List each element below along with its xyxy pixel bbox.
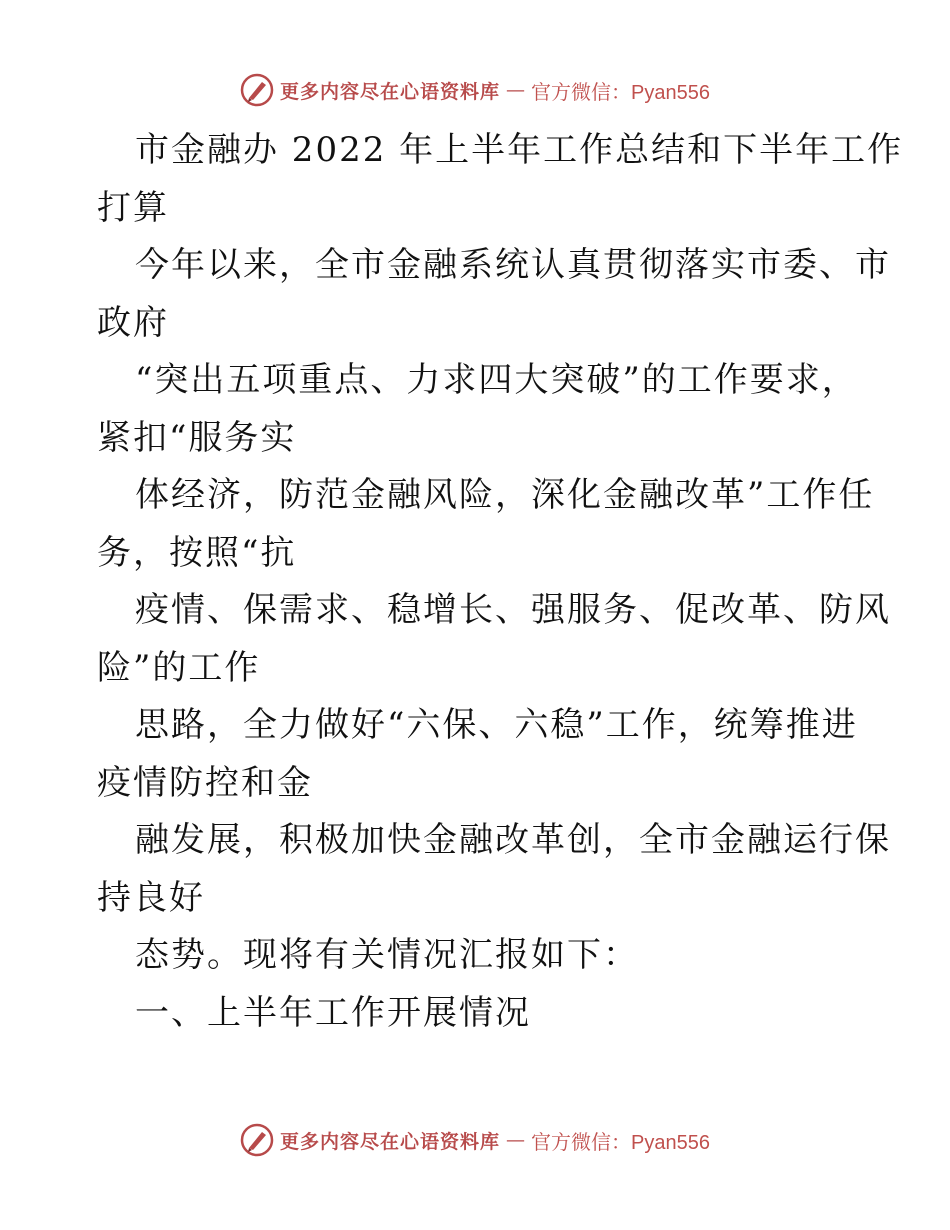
header-watermark bbox=[0, 70, 950, 110]
paragraph-line: 疫情、保需求、稳增长、强服务、促改革、防风 bbox=[135, 590, 891, 630]
watermark-wechat: 官方微信：Pyan556 bbox=[531, 81, 710, 104]
title-line-1: 市金融办 2022 年上半年工作总结和下半年工作 bbox=[135, 130, 904, 170]
paragraph-line: 紧扣“服务实 bbox=[97, 417, 297, 458]
paragraph-line: 思路，全力做好“六保、六稳”工作，统筹推进 bbox=[135, 705, 858, 745]
watermark-separator: — bbox=[506, 79, 526, 101]
title-line-2: 打算 bbox=[97, 187, 169, 228]
paragraph-line: 体经济，防范金融风险，深化金融改革”工作任 bbox=[135, 475, 875, 515]
watermark-separator: — bbox=[506, 1129, 526, 1151]
section-heading: 一、上半年工作开展情况 bbox=[135, 992, 531, 1033]
watermark-wechat: 官方微信：Pyan556 bbox=[531, 1131, 710, 1154]
paragraph-line: 融发展，积极加快金融改革创，全市金融运行保 bbox=[135, 820, 891, 860]
footer-watermark bbox=[0, 1120, 950, 1160]
paragraph-line: 态势。现将有关情况汇报如下： bbox=[135, 935, 639, 975]
quill-logo-icon bbox=[240, 1123, 274, 1157]
quill-logo-icon bbox=[240, 73, 274, 107]
paragraph-line: 持良好 bbox=[97, 877, 205, 918]
document-body bbox=[97, 122, 904, 1042]
paragraph-line: 险”的工作 bbox=[97, 647, 261, 688]
paragraph-line: 今年以来，全市金融系统认真贯彻落实市委、市 bbox=[135, 245, 891, 285]
paragraph-line: 政府 bbox=[97, 302, 169, 343]
paragraph-line: “突出五项重点、力求四大突破”的工作要求， bbox=[135, 360, 858, 400]
paragraph-line: 疫情防控和金 bbox=[97, 762, 313, 803]
watermark-text: 更多内容尽在心语资料库 bbox=[280, 80, 501, 103]
paragraph-line: 务，按照“抗 bbox=[97, 532, 297, 573]
watermark-text: 更多内容尽在心语资料库 bbox=[280, 1130, 501, 1153]
